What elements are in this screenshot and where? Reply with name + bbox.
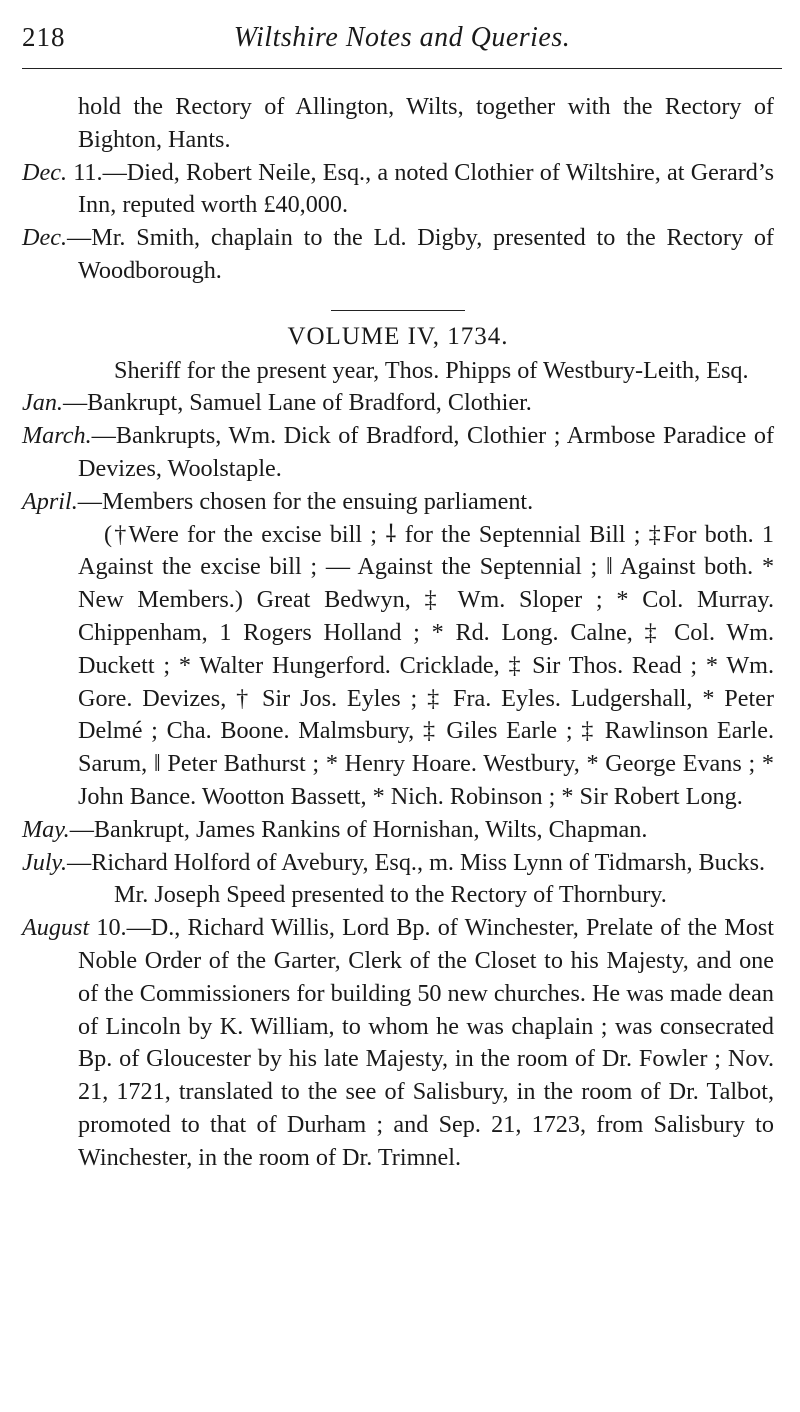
entry-dec <box>22 222 774 288</box>
entry-text: 10.—D., Richard Willis, Lord Bp. of Winchester, Prelate of the Most Noble Order of the Garter, Clerk of the Closet to his Majesty, and one of the Commissioners for building 50 new churches. He was made dean of Lincoln by K. William, to whom he was chaplain ; was consecrated Bp. of Gloucester by his late Majesty, in the room of Dr. Fowler ; Nov. 21, 1721, translated to the see of Salisbury, in the room of Dr. Talbot, promoted to that of Durham ; and Sep. 21, 1723, from Salisbury to Winchester, in the room of Dr. Trimnel. <box>78 914 774 1171</box>
entry-date: August <box>22 914 90 942</box>
entry-august <box>22 912 774 1174</box>
member-token: ‡ Col. Wm. Duckett ; <box>78 618 775 679</box>
member-token: ‡ Fra. Eyles. <box>427 684 561 712</box>
constituency: Devizes, <box>142 684 227 712</box>
member-token: * John Bance. <box>78 750 775 810</box>
member-token: ‖ Peter Bathurst ; <box>153 750 320 778</box>
page-body <box>22 91 774 1175</box>
running-title: Wiltshire Notes and Queries. <box>233 22 571 53</box>
member-token: * Rd. Long. <box>431 618 559 646</box>
member-token: ⸸ for the Septennial Bill ; <box>385 520 641 548</box>
member-token: (†Were for the excise bill ; <box>104 520 378 548</box>
entry-date: Jan. <box>22 389 63 417</box>
member-token: * George Evans ; <box>586 750 756 778</box>
section-divider <box>331 310 465 311</box>
entry-text: —Members chosen for the ensuing parliament. <box>77 487 534 515</box>
constituency: Cricklade, <box>399 651 500 679</box>
member-token: 1 Against the excise bill ; <box>78 520 775 581</box>
entry-text: —Bankrupts, Wm. Dick of Bradford, Clothier ; Armbose Paradice of Devizes, Woolstaple. <box>78 422 774 482</box>
member-token: ‡ Wm. Sloper ; <box>424 586 603 614</box>
member-token: * New Members.) <box>78 553 775 614</box>
member-token: * Wm. Gore. <box>78 651 775 712</box>
sheriff-paragraph: Sheriff for the present year, Thos. Phipps of Westbury-Leith, Esq. <box>114 356 749 384</box>
member-token: — Against the Septennial ; <box>325 553 598 581</box>
entry-text: —Richard Holford of Avebury, Esq., m. Miss Lynn of Tidmarsh, Bucks. <box>67 848 766 876</box>
member-token: † Sir Jos. Eyles ; <box>236 684 418 712</box>
page-header <box>22 22 782 62</box>
constituency: Great Bedwyn, <box>256 586 411 614</box>
entry-may <box>22 814 774 847</box>
member-token: * Peter Delmé ; <box>78 684 775 745</box>
entry-text: —Bankrupt, Samuel Lane of Bradford, Clothier. <box>62 389 532 417</box>
member-token: ‡ Rawlinson Earle. <box>581 717 774 745</box>
entry-text: 11.—Died, Robert Neile, Esq., a noted Clothier of Wiltshire, at Gerard’s Inn, reputed worth £40,000. <box>67 158 774 219</box>
member-token: * Walter Hungerford. <box>178 651 391 679</box>
constituency: Sarum, <box>78 750 148 778</box>
entry-date: Dec. <box>22 158 67 186</box>
constituency: Calne, <box>570 618 633 646</box>
entry-date: May. <box>22 815 70 843</box>
page-number: 218 <box>22 22 66 52</box>
volume-heading: VOLUME IV, 1734. <box>287 322 509 350</box>
entry-text: —Mr. Smith, chaplain to the Ld. Digby, presented to the Rectory of Woodborough. <box>67 224 774 284</box>
member-token: * Nich. Robinson ; <box>372 782 556 810</box>
entry-date: March. <box>22 422 92 450</box>
constituency: Wootton Bassett, <box>201 782 367 810</box>
member-token: ‡ Sir Thos. Read ; <box>508 651 698 679</box>
entry-march <box>22 420 774 486</box>
member-token: ‖ Against both. <box>605 553 754 581</box>
member-token: * Henry Hoare. <box>325 750 477 778</box>
continuation-paragraph: hold the Rectory of Allington, Wilts, together with the Rectory of Bighton, Hants. <box>78 93 774 153</box>
entry-date: July. <box>22 848 67 876</box>
member-token: 1 Rogers Holland ; <box>219 618 420 646</box>
entry-date: April. <box>22 487 78 515</box>
entry-april <box>22 486 774 519</box>
entry-date: Dec. <box>22 224 67 252</box>
constituency: Ludgershall, <box>570 684 693 712</box>
member-token: * Sir Robert Long. <box>561 782 743 810</box>
member-token: ‡ Giles Earle ; <box>422 717 573 745</box>
header-rule <box>22 68 782 69</box>
entry-text: —Bankrupt, James Rankins of Hornishan, Wilts, Chapman. <box>69 815 648 843</box>
entry-july <box>22 847 774 880</box>
members-paragraph <box>22 519 774 814</box>
member-token: ‡For both. <box>648 520 754 548</box>
member-token: * Col. Murray. <box>616 586 774 614</box>
entry-jan <box>22 387 774 420</box>
constituency: Malmsbury, <box>298 717 415 745</box>
entry-dec-11 <box>22 157 774 223</box>
constituency: Westbury, <box>483 750 580 778</box>
constituency: Chippenham, <box>78 618 208 646</box>
member-token: Cha. Boone. <box>166 717 290 745</box>
speed-paragraph: Mr. Joseph Speed presented to the Rectory of Thornbury. <box>114 881 667 909</box>
